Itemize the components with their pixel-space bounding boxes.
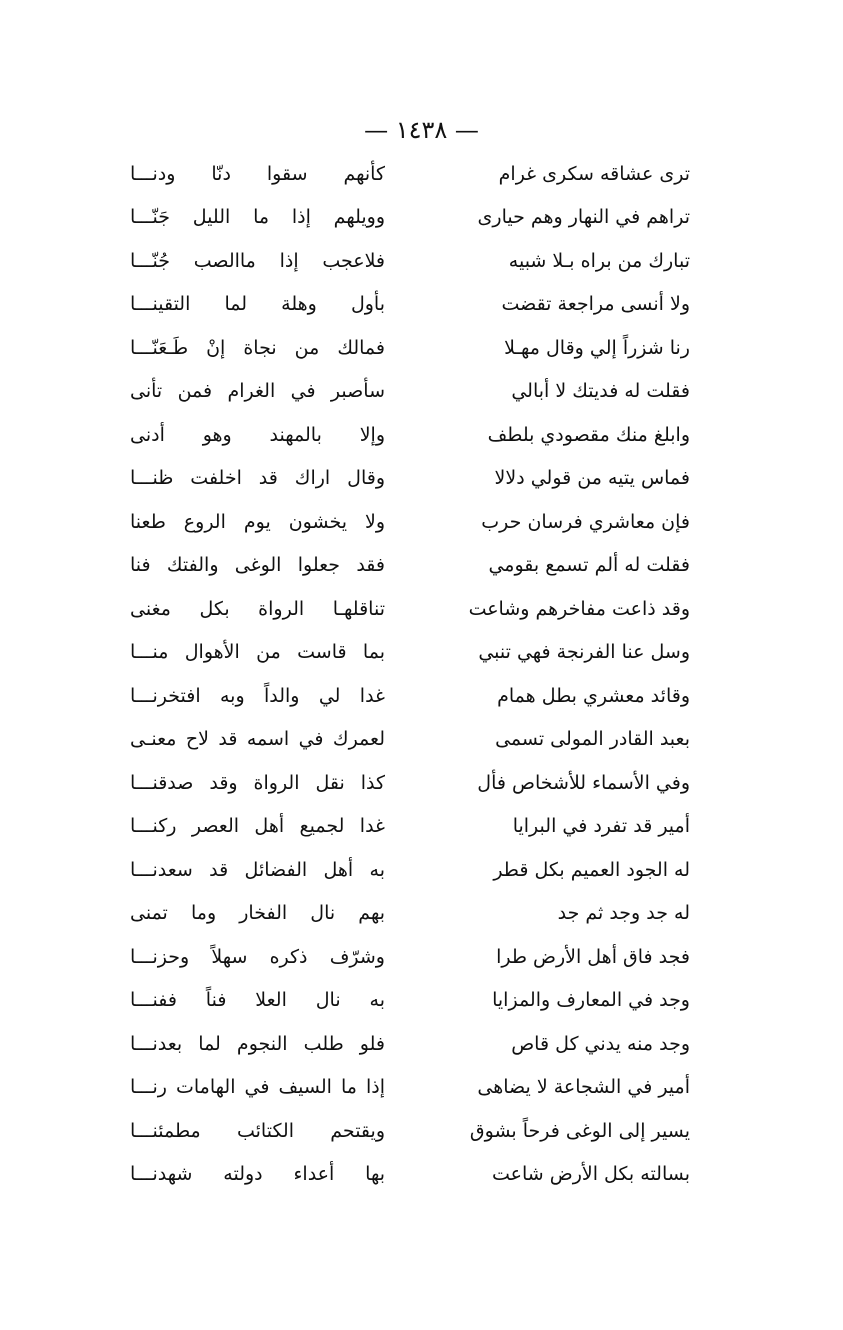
verse xyxy=(130,587,690,631)
verse-second-hemistich: به أهل الفضائل قد سعدنـــا xyxy=(130,858,385,881)
verse-first-hemistich: له جد وجد ثم جد xyxy=(557,902,690,925)
verse-first-hemistich: وابلغ منك مقصودي بلطف xyxy=(487,423,690,446)
verse-second-hemistich: وقال اراك قد اخلفت ظنـــا xyxy=(130,467,385,490)
verse xyxy=(130,805,690,849)
verse-second-hemistich: بما قاست من الأهوال منـــا xyxy=(130,641,385,664)
verse xyxy=(130,239,690,283)
verse xyxy=(130,892,690,936)
verse xyxy=(130,326,690,370)
verse-second-hemistich: ويقتحم الكتائب مطمئنـــا xyxy=(130,1119,385,1142)
verse-second-hemistich: فمالك من نجاة إنْ طَـعَنّـــا xyxy=(130,336,385,359)
verse-second-hemistich: تناقلهـا الرواة بكل مغنى xyxy=(130,597,385,620)
verse xyxy=(130,761,690,805)
verse xyxy=(130,457,690,501)
verse xyxy=(130,848,690,892)
verse xyxy=(130,413,690,457)
verse-first-hemistich: وقائد معشري بطل همام xyxy=(497,684,690,707)
verse-first-hemistich: ولا أنسى مراجعة تقضت xyxy=(501,293,690,316)
verse xyxy=(130,674,690,718)
verse xyxy=(130,196,690,240)
verse-first-hemistich: وسل عنا الفرنجة فهي تنبي xyxy=(478,641,690,664)
verse-first-hemistich: فجد فاق أهل الأرض طرا xyxy=(496,945,690,968)
verse-first-hemistich: ترى عشاقه سكرى غرام xyxy=(498,162,690,185)
verse-first-hemistich: فإن معاشري فرسان حرب xyxy=(481,510,690,533)
verse-second-hemistich: كذا نقل الرواة وقد صدقنـــا xyxy=(130,771,385,794)
verse-second-hemistich: لعمرك في اسمه قد لاح معنـى xyxy=(130,728,385,751)
verse-first-hemistich: فقلت له فديتك لا أبالي xyxy=(511,380,690,403)
verse xyxy=(130,631,690,675)
verse-first-hemistich: يسير إلى الوغى فرحاً بشوق xyxy=(469,1119,690,1142)
verse-second-hemistich: وويلهم إذا ما الليل جَنّـــا xyxy=(130,206,385,229)
verse-first-hemistich: وفي الأسماء للأشخاص فأل xyxy=(477,771,690,794)
verse-second-hemistich: بأول وهلة لما التقينـــا xyxy=(130,293,385,316)
verse xyxy=(130,935,690,979)
verse-second-hemistich: غدا لجميع أهل العصر ركنـــا xyxy=(130,815,385,838)
verse-second-hemistich: وشرّف ذكره سهلاً وحزنـــا xyxy=(130,945,385,968)
verse-second-hemistich: ولا يخشون يوم الروع طعنا xyxy=(130,510,385,533)
verse-second-hemistich: سأصبر في الغرام فمن تأنى xyxy=(130,380,385,403)
verse-first-hemistich: تراهم في النهار وهم حيارى xyxy=(477,206,690,229)
verse-first-hemistich: أمير في الشجاعة لا يضاهى xyxy=(477,1076,690,1099)
verse-second-hemistich: فقد جعلوا الوغى والفتك فنا xyxy=(130,554,385,577)
verse-first-hemistich: تبارك من براه بـلا شبيه xyxy=(508,249,690,272)
verse-second-hemistich: إذا ما السيف في الهامات رنـــا xyxy=(130,1076,385,1099)
page-number: — ١٤٣٨ — xyxy=(364,116,479,144)
verse-second-hemistich: وإلا بالمهند وهو أدنى xyxy=(130,423,385,446)
verse-first-hemistich: وقد ذاعت مفاخرهم وشاعت xyxy=(468,597,690,620)
verse xyxy=(130,152,690,196)
verse-first-hemistich: فماس يتيه من قولي دلالا xyxy=(494,467,690,490)
poem xyxy=(130,152,690,1196)
verse xyxy=(130,544,690,588)
verse xyxy=(130,1066,690,1110)
verse xyxy=(130,1022,690,1066)
verse-second-hemistich: فلاعجب إذا ماالصب جُنّـــا xyxy=(130,249,385,272)
verse-first-hemistich: بعبد القادر المولى تسمى xyxy=(495,728,690,751)
verse xyxy=(130,1109,690,1153)
verse-second-hemistich: كأنهم سقوا دنّا ودنـــا xyxy=(130,162,385,185)
verse xyxy=(130,979,690,1023)
verse-second-hemistich: فلو طلب النجوم لما بعدنـــا xyxy=(130,1032,385,1055)
verse-second-hemistich: بهم نال الفخار وما تمنى xyxy=(130,902,385,925)
verse-first-hemistich: رنا شزراً إلي وقال مهـلا xyxy=(504,336,690,359)
verse xyxy=(130,1153,690,1197)
verse-first-hemistich: فقلت له ألم تسمع بقومي xyxy=(488,554,690,577)
verse xyxy=(130,283,690,327)
verse-first-hemistich: أمير قد تفرد في البرايا xyxy=(512,815,690,838)
verse xyxy=(130,500,690,544)
verse-first-hemistich: وجد في المعارف والمزايا xyxy=(492,989,690,1012)
verse-second-hemistich: به نال العلا فناً ففنـــا xyxy=(130,989,385,1012)
verse-second-hemistich: بها أعداء دولته شهدنـــا xyxy=(130,1163,385,1186)
verse-first-hemistich: بسالته بكل الأرض شاعت xyxy=(492,1163,690,1186)
verse-first-hemistich: وجد منه يدني كل قاص xyxy=(511,1032,690,1055)
verse xyxy=(130,718,690,762)
verse xyxy=(130,370,690,414)
verse-second-hemistich: غدا لي والداً وبه افتخرنـــا xyxy=(130,684,385,707)
verse-first-hemistich: له الجود العميم بكل قطر xyxy=(493,858,690,881)
